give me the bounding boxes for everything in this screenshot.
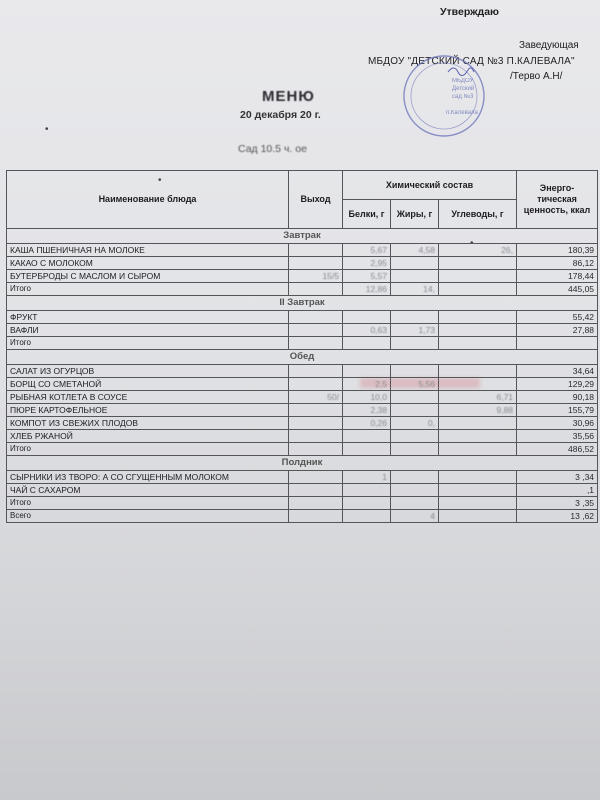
cell-carbs xyxy=(439,430,517,443)
cell-carbs xyxy=(439,365,517,378)
cell-proteins xyxy=(343,430,391,443)
cell-name: КАКАО С МОЛОКОМ xyxy=(7,257,289,270)
cell-fats: 5,56 xyxy=(391,378,439,391)
dish-row xyxy=(7,257,598,270)
cell-fats: 4,58 xyxy=(391,244,439,257)
section-row xyxy=(7,296,598,311)
cell-carbs xyxy=(439,311,517,324)
cell-energy: 27,88 xyxy=(517,324,598,337)
dish-row xyxy=(7,391,598,404)
cell-name: САЛАТ ИЗ ОГУРЦОВ xyxy=(7,365,289,378)
cell-output xyxy=(289,404,343,417)
section-title: II Завтрак xyxy=(7,296,598,311)
cell-carbs xyxy=(439,324,517,337)
stamp-line-4: п.Калевала xyxy=(446,110,478,116)
cell-carbs xyxy=(439,417,517,430)
dish-row xyxy=(7,417,598,430)
cell-fats xyxy=(391,430,439,443)
cell-carbs xyxy=(439,471,517,484)
cell-fats xyxy=(391,404,439,417)
cell-proteins xyxy=(343,365,391,378)
cell-fats xyxy=(391,443,439,456)
menu-date: 20 декабря 20 г. xyxy=(240,109,321,121)
cell-output: 50/ xyxy=(289,391,343,404)
cell-output xyxy=(289,417,343,430)
cell-carbs xyxy=(439,257,517,270)
cell-carbs xyxy=(439,270,517,283)
cell-proteins: 0,63 xyxy=(343,324,391,337)
cell-name: ЧАЙ С САХАРОМ xyxy=(7,484,289,497)
cell-output xyxy=(289,244,343,257)
cell-proteins: 2,5 xyxy=(343,378,391,391)
cell-output xyxy=(289,510,343,523)
cell-carbs: 6,71 xyxy=(439,391,517,404)
cell-fats: 14, xyxy=(391,283,439,296)
cell-fats xyxy=(391,497,439,510)
cell-proteins: 12,86 xyxy=(343,283,391,296)
cell-proteins xyxy=(343,497,391,510)
cell-proteins xyxy=(343,443,391,456)
cell-fats xyxy=(391,257,439,270)
cell-name: Итого xyxy=(7,283,289,296)
cell-output xyxy=(289,337,343,350)
cell-fats: 4 xyxy=(391,510,439,523)
section-title: Завтрак xyxy=(7,229,598,244)
cell-proteins xyxy=(343,337,391,350)
cell-carbs xyxy=(439,510,517,523)
cell-proteins xyxy=(343,311,391,324)
cell-energy: 90,18 xyxy=(517,391,598,404)
header-name: Наименование блюда xyxy=(7,171,289,229)
cell-output: 15/5 xyxy=(289,270,343,283)
section-title: Обед xyxy=(7,350,598,365)
cell-proteins: 5,67 xyxy=(343,244,391,257)
cell-energy xyxy=(517,337,598,350)
cell-energy: 129,29 xyxy=(517,378,598,391)
cell-energy: 55,42 xyxy=(517,311,598,324)
cell-carbs xyxy=(439,283,517,296)
dish-row xyxy=(7,378,598,391)
cell-carbs xyxy=(439,337,517,350)
cell-proteins: 5,57 xyxy=(343,270,391,283)
dish-row xyxy=(7,365,598,378)
cell-name: ФРУКТ xyxy=(7,311,289,324)
cell-energy: 35,56 xyxy=(517,430,598,443)
cell-fats xyxy=(391,311,439,324)
approval-title: Утверждаю xyxy=(440,6,500,18)
total-row xyxy=(7,337,598,350)
cell-energy: 155,79 xyxy=(517,404,598,417)
cell-name: ХЛЕБ РЖАНОЙ xyxy=(7,430,289,443)
header-fats: Жиры, г xyxy=(391,200,439,229)
cell-output xyxy=(289,257,343,270)
menu-title: МЕНЮ xyxy=(262,88,315,105)
cell-name: КАША ПШЕНИЧНАЯ НА МОЛОКЕ xyxy=(7,244,289,257)
cell-energy: 486,52 xyxy=(517,443,598,456)
cell-name: ПЮРЕ КАРТОФЕЛЬНОЕ xyxy=(7,404,289,417)
cell-proteins xyxy=(343,510,391,523)
cell-fats xyxy=(391,471,439,484)
cell-output xyxy=(289,283,343,296)
cell-name: БУТЕРБРОДЫ С МАСЛОМ И СЫРОМ xyxy=(7,270,289,283)
dish-row xyxy=(7,324,598,337)
header-chem: Химический состав xyxy=(343,171,517,200)
official-stamp xyxy=(400,52,488,140)
approval-role: Заведующая xyxy=(519,40,579,51)
menu-table xyxy=(6,170,598,523)
cell-fats xyxy=(391,365,439,378)
cell-fats xyxy=(391,484,439,497)
cell-fats: 1,73 xyxy=(391,324,439,337)
cell-carbs xyxy=(439,378,517,391)
dish-row xyxy=(7,404,598,417)
speck-mark-icon: • xyxy=(45,124,49,135)
cell-name: Всего xyxy=(7,510,289,523)
cell-output xyxy=(289,430,343,443)
cell-output xyxy=(289,324,343,337)
cell-fats xyxy=(391,391,439,404)
section-row xyxy=(7,350,598,365)
cell-output xyxy=(289,484,343,497)
cell-output xyxy=(289,365,343,378)
cell-carbs xyxy=(439,443,517,456)
cell-name: БОРЩ СО СМЕТАНОЙ xyxy=(7,378,289,391)
cell-proteins xyxy=(343,484,391,497)
cell-proteins: 10,0 xyxy=(343,391,391,404)
cell-energy: 3 ,35 xyxy=(517,497,598,510)
cell-fats: 0, xyxy=(391,417,439,430)
cell-name: РЫБНАЯ КОТЛЕТА В СОУСЕ xyxy=(7,391,289,404)
menu-body xyxy=(7,229,598,523)
total-row xyxy=(7,510,598,523)
header-carbs: Углеводы, г xyxy=(439,200,517,229)
total-row xyxy=(7,497,598,510)
cell-energy: 178,44 xyxy=(517,270,598,283)
approval-signature: /Терво А.Н/ xyxy=(510,71,563,82)
cell-output xyxy=(289,378,343,391)
stamp-line-1: МБДОУ xyxy=(452,78,474,84)
dish-row xyxy=(7,244,598,257)
cell-energy: 445,05 xyxy=(517,283,598,296)
cell-output xyxy=(289,311,343,324)
cell-name: КОМПОТ ИЗ СВЕЖИХ ПЛОДОВ xyxy=(7,417,289,430)
dish-row xyxy=(7,471,598,484)
signature-scribble-icon xyxy=(448,68,474,76)
cell-proteins: 2,95 xyxy=(343,257,391,270)
speck-mark-icon: • xyxy=(158,175,162,186)
total-row xyxy=(7,443,598,456)
cell-name: Итого xyxy=(7,337,289,350)
stamp-line-3: сад №3 xyxy=(452,94,474,100)
cell-carbs: 26, xyxy=(439,244,517,257)
cell-energy: 180,39 xyxy=(517,244,598,257)
cell-proteins: 2,38 xyxy=(343,404,391,417)
cell-name: Итого xyxy=(7,497,289,510)
cell-fats xyxy=(391,337,439,350)
dish-row xyxy=(7,484,598,497)
approval-organization: МБДОУ "ДЕТСКИЙ САД №3 П.КАЛЕВАЛА" xyxy=(368,56,575,67)
cell-output xyxy=(289,497,343,510)
section-row xyxy=(7,229,598,244)
header-output: Выход xyxy=(289,171,343,229)
menu-group: Сад 10.5 ч. ое xyxy=(238,143,307,155)
cell-carbs xyxy=(439,497,517,510)
cell-output xyxy=(289,471,343,484)
cell-carbs: 9,88 xyxy=(439,404,517,417)
stamp-line-2: Детский xyxy=(452,86,475,92)
cell-output xyxy=(289,443,343,456)
header-energy: Энерго-тическая ценность, ккал xyxy=(517,171,598,229)
cell-fats xyxy=(391,270,439,283)
cell-name: СЫРНИКИ ИЗ ТВОРО: А СО СГУЩЕННЫМ МОЛОКОМ xyxy=(7,471,289,484)
cell-carbs xyxy=(439,484,517,497)
cell-proteins: 1 xyxy=(343,471,391,484)
cell-energy: ,1 xyxy=(517,484,598,497)
speck-mark-icon: • xyxy=(470,238,474,249)
cell-energy: 30,96 xyxy=(517,417,598,430)
cell-name: ВАФЛИ xyxy=(7,324,289,337)
cell-energy: 86,12 xyxy=(517,257,598,270)
cell-energy: 13 ,62 xyxy=(517,510,598,523)
total-row xyxy=(7,283,598,296)
dish-row xyxy=(7,270,598,283)
dish-row xyxy=(7,311,598,324)
cell-energy: 34,64 xyxy=(517,365,598,378)
cell-energy: 3 ,34 xyxy=(517,471,598,484)
cell-name: Итого xyxy=(7,443,289,456)
dish-row xyxy=(7,430,598,443)
cell-proteins: 0,26 xyxy=(343,417,391,430)
section-row xyxy=(7,456,598,471)
section-title: Полдник xyxy=(7,456,598,471)
header-proteins: Белки, г xyxy=(343,200,391,229)
